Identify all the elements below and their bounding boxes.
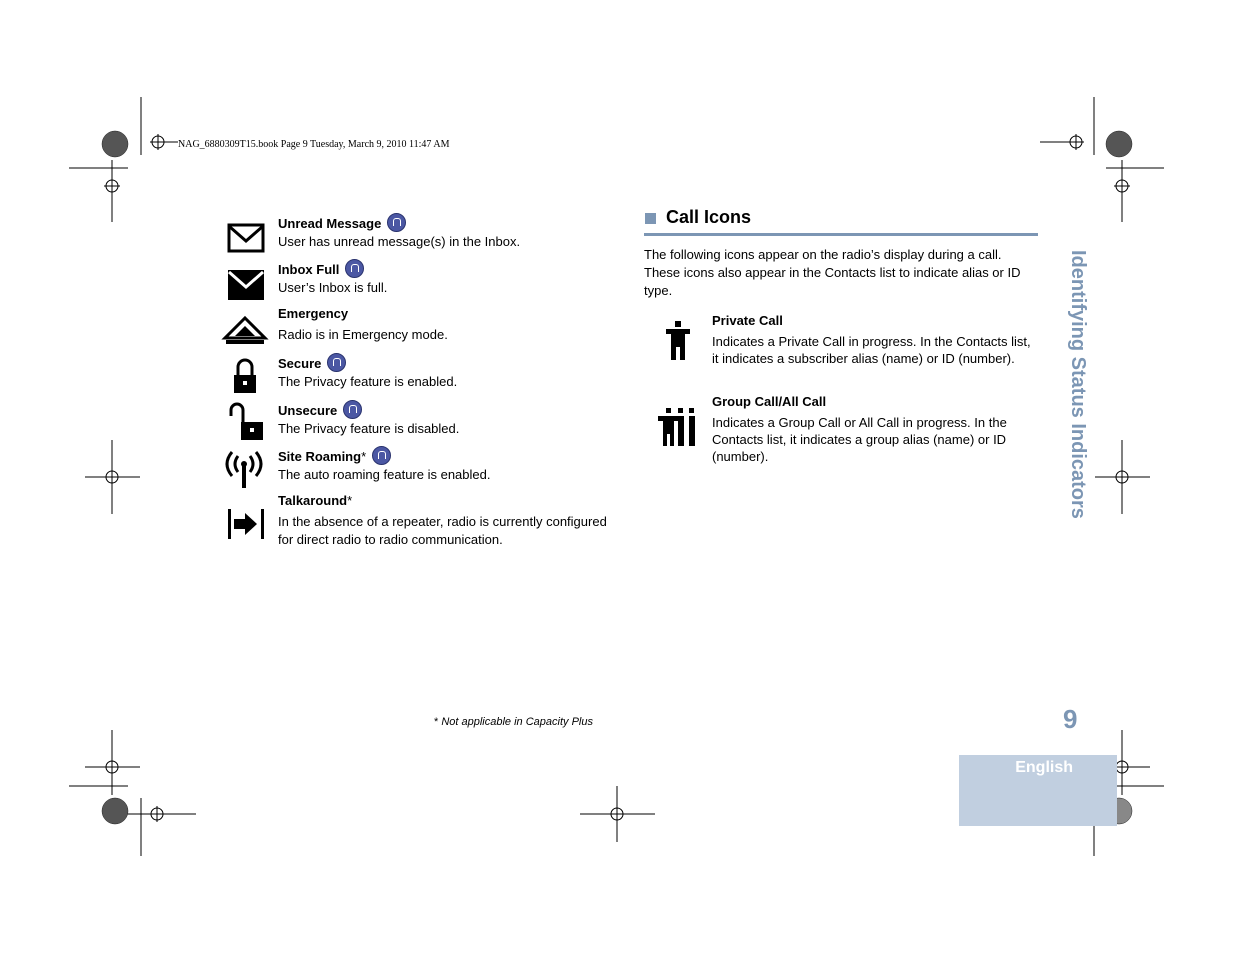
section-bullet: [645, 213, 656, 224]
not-applicable-mark: *: [361, 449, 367, 464]
language-tab: [959, 755, 1117, 826]
side-tab-label: Identifying Status Indicators: [1067, 250, 1089, 519]
dispatch-badge-icon: [387, 213, 406, 232]
call-item-desc: Indicates a Group Call or All Call in progress. In the Contacts list, it indicates a group alias (name) or ID (number).: [712, 415, 1007, 464]
call-item-desc: Indicates a Private Call in progress. In the Contacts list, it indicates a subscriber alias (name) or ID (number).: [712, 334, 1031, 366]
section-intro: The following icons appear on the radio’s display during a call. These icons also appear in the Contacts list to indicate alias or ID type.: [644, 247, 1021, 298]
call-item-title: Group Call/All Call: [712, 394, 827, 409]
status-item-title: Talkaround: [278, 493, 348, 508]
envelope-filled-icon: [220, 265, 270, 305]
page-number: 9: [1063, 704, 1078, 734]
footnote-star: *: [434, 716, 439, 728]
status-item-title: Site Roaming: [278, 449, 362, 464]
envelope-open-icon: [220, 219, 270, 259]
group-icon: [656, 406, 700, 454]
status-item-title: Secure: [278, 356, 322, 371]
dispatch-badge-icon: [372, 446, 391, 465]
file-header-line: NAG_6880309T15.book Page 9 Tuesday, March 9, 2010 11:47 AM: [178, 139, 450, 150]
status-item-desc: The auto roaming feature is enabled.: [278, 467, 491, 482]
lock-closed-icon: [220, 355, 270, 399]
footnote-text: Not applicable in Capacity Plus: [438, 716, 593, 728]
emergency-triangle-icon: [220, 312, 270, 352]
status-item-title: Unread Message: [278, 216, 382, 231]
language-label: English: [1015, 759, 1073, 776]
dispatch-badge-icon: [343, 400, 362, 419]
status-item-desc: In the absence of a repeater, radio is currently configured for direct radio to radio communication.: [278, 514, 607, 547]
section-rule: [644, 233, 1038, 236]
status-item-desc: The Privacy feature is enabled.: [278, 374, 458, 389]
dispatch-badge-icon: [327, 353, 346, 372]
lock-open-icon: [220, 402, 270, 446]
dispatch-badge-icon: [345, 259, 364, 278]
status-item-desc: The Privacy feature is disabled.: [278, 421, 460, 436]
section-title: Call Icons: [666, 207, 752, 227]
side-tab: [1059, 250, 1089, 550]
status-item-desc: User has unread message(s) in the Inbox.: [278, 234, 521, 249]
talkaround-arrow-icon: [220, 505, 270, 545]
status-item-title: Emergency: [278, 306, 349, 321]
person-icon: [656, 319, 700, 367]
antenna-roaming-icon: [220, 448, 270, 492]
status-item-title: Unsecure: [278, 403, 338, 418]
status-item-desc: User’s Inbox is full.: [278, 280, 388, 295]
footnote: [434, 716, 593, 728]
call-item-title: Private Call: [712, 313, 783, 328]
status-item-title: Inbox Full: [278, 262, 340, 277]
status-item-desc: Radio is in Emergency mode.: [278, 327, 448, 342]
not-applicable-mark: *: [347, 493, 353, 508]
